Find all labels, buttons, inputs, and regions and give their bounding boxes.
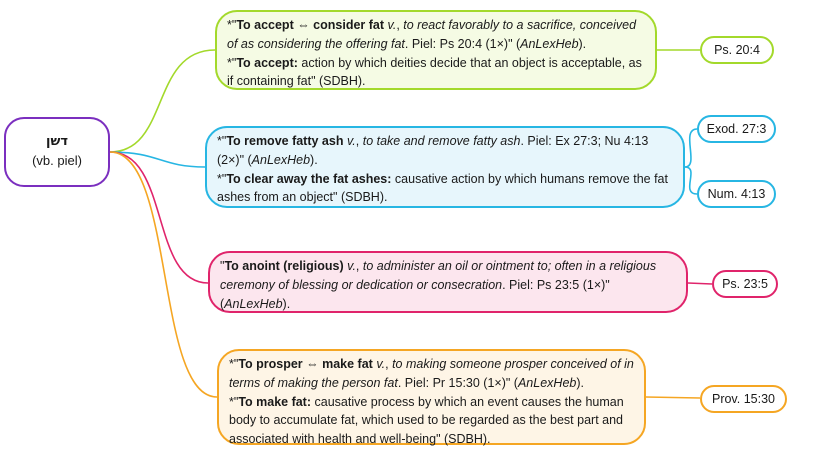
root-node[interactable] [4,117,110,187]
text-run: causative process by which an event causes the human body to accumulate fat, which used to be regarded as the best part and associated with health and well-being" (SDBH). [229,394,624,446]
text-run: *" [217,171,227,186]
text-run: ). [578,36,587,51]
connector-sense2-ref1 [685,129,697,167]
text-run: *" [229,357,239,371]
sense-node-anoint[interactable] [208,251,688,313]
connector-root-sense1 [110,50,215,152]
text-run: , [396,18,404,32]
text-run: . Piel: Ps 23:5 (1×)" ( [220,277,610,311]
connector-root-sense3 [110,152,208,283]
sense-node-accept[interactable] [215,10,657,90]
text-run: , [385,357,393,371]
italic-run: to take and remove fatty ash [362,134,521,148]
sense-text-prosper [229,355,634,449]
italic-run: AnLexHeb [224,296,283,311]
italic-run: v. [387,18,397,32]
sense-headword: To accept ⇔ consider fat [236,18,385,32]
root-word: דשן [46,134,68,150]
connector-sense3-ref [688,283,712,284]
sense-headword: To make fat: [238,394,312,409]
text-run: *" [217,134,227,148]
text-run: . Piel: Pr 15:30 (1×)" ( [397,375,518,390]
sense-headword: To prosper ⇔ make fat [238,357,373,371]
italic-run: AnLexHeb [251,152,311,167]
italic-run: v. [376,357,386,371]
text-run: " [220,259,225,273]
sense-text-remove-fatty-ash [217,132,673,207]
text-run: , [355,134,363,148]
sense-node-prosper[interactable] [217,349,646,445]
italic-run: to administer an oil or ointment to; often in a religious ceremony of blessing or dedication or consecration [220,259,657,292]
text-run: . Piel: Ex 27:3; Nu 4:13 (2×)" ( [217,134,649,167]
italic-run: v. [346,134,356,148]
root-part-of-speech: (vb. piel) [32,153,82,168]
reference-exod-27-3[interactable]: Exod. 27:3 [697,115,776,143]
sense-headword: To anoint (religious) [224,259,344,273]
reference-num-4-13[interactable]: Num. 4:13 [697,180,776,208]
sense-headword: To accept: [236,55,298,70]
italic-run: v. [347,259,356,273]
italic-run: AnLexHeb [520,36,579,51]
text-run: . Piel: Ps 20:4 (1×)" ( [404,36,521,51]
text-run: *" [229,394,239,409]
text-run: causative action by which humans remove the fat ashes from an object" (SDBH). [217,171,668,205]
sense-node-remove-fatty-ash[interactable] [205,126,685,208]
italic-run: to react favorably to a sacrifice, conceived of as considering the offering fat [227,18,637,51]
italic-run: AnLexHeb [517,375,577,390]
connector-sense4-ref [646,397,700,398]
text-run: *" [227,55,237,70]
sense-headword: To remove fatty ash [226,134,344,148]
reference-ps-23-5[interactable]: Ps. 23:5 [712,270,778,298]
text-run: ). [282,296,291,311]
connector-sense2-ref2 [685,167,697,194]
reference-prov-15-30[interactable]: Prov. 15:30 [700,385,787,413]
sense-text-accept [227,16,645,91]
text-run: ). [576,375,584,390]
reference-ps-20-4[interactable]: Ps. 20:4 [700,36,774,64]
italic-run: to making someone prosper conceived of in terms of making the person fat [229,357,634,390]
text-run: action by which deities decide that an object is acceptable, as if containing fat" (SDBH). [227,55,642,89]
text-run: ). [310,152,318,167]
sense-text-anoint [220,257,676,313]
sense-headword: To clear away the fat ashes: [226,171,392,186]
text-run: , [355,259,363,273]
connector-root-sense4 [110,152,217,397]
text-run: *" [227,18,237,32]
